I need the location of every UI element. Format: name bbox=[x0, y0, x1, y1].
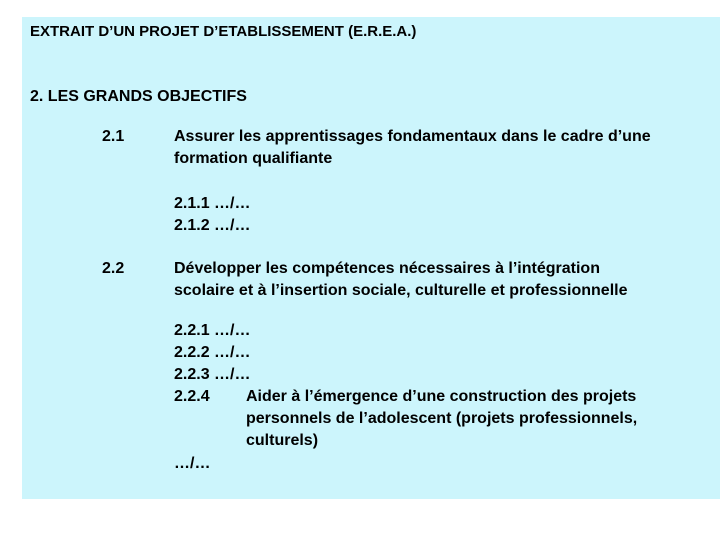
objective-text-2-1-line2: formation qualifiante bbox=[174, 150, 333, 167]
objective-number-2-1: 2.1 bbox=[102, 128, 125, 145]
objective-number-2-2: 2.2 bbox=[102, 260, 125, 277]
subitem-2-1-1: 2.1.1 …/… bbox=[174, 195, 251, 212]
subitem-2-2-4-line1: Aider à l’émergence d’une construction des projets bbox=[246, 388, 637, 405]
subitem-2-1-2: 2.1.2 …/… bbox=[174, 217, 251, 234]
document-panel bbox=[22, 17, 720, 499]
document-title: EXTRAIT D’UN PROJET D’ETABLISSEMENT (E.R.E.A.) bbox=[30, 23, 417, 40]
subitem-2-2-1: 2.2.1 …/… bbox=[174, 322, 251, 339]
subitem-2-2-4-line3: culturels) bbox=[246, 432, 319, 449]
subitem-2-2-2: 2.2.2 …/… bbox=[174, 344, 251, 361]
trailing-ellipsis: …/… bbox=[174, 455, 211, 472]
subitem-2-2-3: 2.2.3 …/… bbox=[174, 366, 251, 383]
subitem-2-2-4-number: 2.2.4 bbox=[174, 388, 210, 405]
subitem-2-2-4-line2: personnels de l’adolescent (projets professionnels, bbox=[246, 410, 638, 427]
objective-text-2-2-line2: scolaire et à l’insertion sociale, culturelle et professionnelle bbox=[174, 282, 628, 299]
objective-text-2-1-line1: Assurer les apprentissages fondamentaux dans le cadre d’une bbox=[174, 128, 651, 145]
objective-text-2-2-line1: Développer les compétences nécessaires à l’intégration bbox=[174, 260, 600, 277]
section-heading: 2. LES GRANDS OBJECTIFS bbox=[30, 88, 247, 105]
